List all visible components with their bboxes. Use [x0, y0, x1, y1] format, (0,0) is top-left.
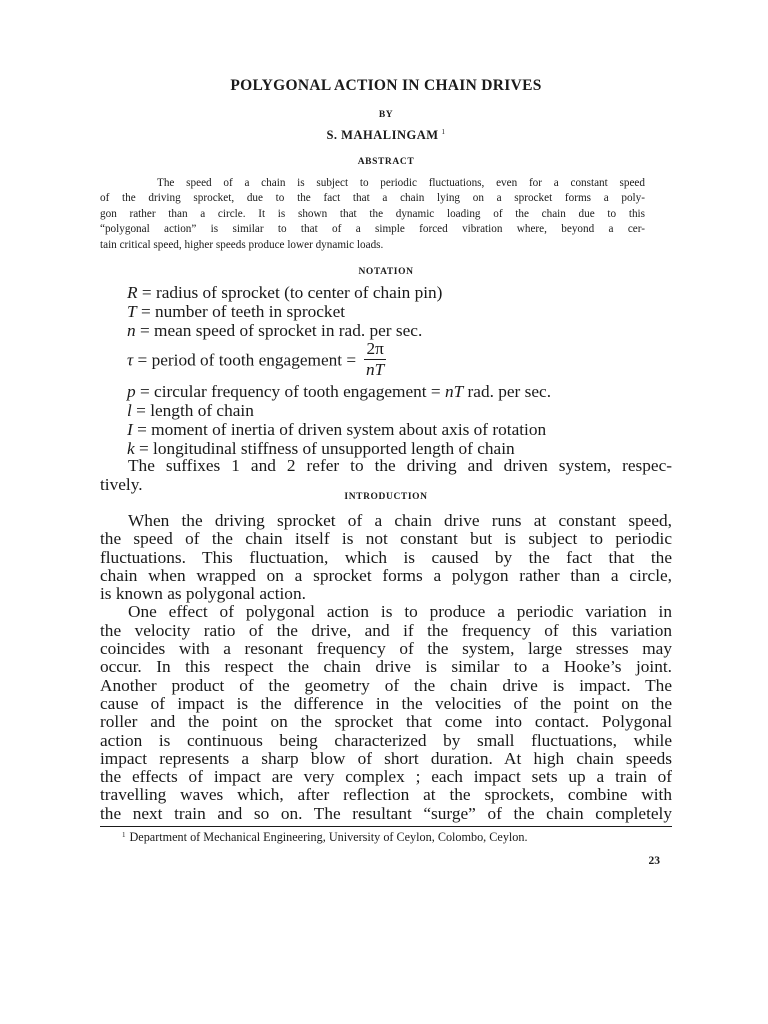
abstract-line: The speed of a chain is subject to periodic fluctuations, even for a constant speed: [157, 177, 645, 189]
abstract-line: “polygonal action” is similar to that of a simple forced vibration where, beyond a cer-: [100, 223, 645, 236]
suffix-paragraph: [100, 456, 672, 494]
paragraph-line: travelling waves which, after reflection at the sprockets, combine with: [100, 785, 672, 805]
notation-row: [127, 284, 672, 303]
paragraph-line: cause of impact is the difference in the velocities of the point on the: [100, 693, 672, 713]
paragraph-line: coincides with a resonant frequency of the system, large stresses may: [100, 639, 672, 659]
footnote: [122, 828, 672, 845]
author-footnote-marker: 1: [441, 128, 446, 136]
paragraph-line: the speed of the chain itself is not constant but is subject to periodic: [100, 529, 672, 549]
paragraph-line: is known as polygonal action.: [100, 584, 306, 604]
notation-symbol: l: [127, 401, 132, 421]
paragraph-line: roller and the point on the sprocket that come into contact. Polygonal: [100, 712, 672, 732]
notation-symbol: p: [127, 382, 136, 402]
notation-symbol: nT: [444, 382, 464, 402]
notation-definition: = number of teeth in sprocket: [136, 301, 346, 321]
notation-symbol: I: [127, 419, 133, 439]
notation-definition: = radius of sprocket (to center of chain pin): [137, 283, 443, 302]
notation-row: [127, 339, 672, 381]
notation-row: [127, 322, 672, 341]
page-number: 23: [648, 855, 660, 867]
paragraph-line: the next train and so on. The resultant “surge” of the chain completely: [100, 803, 672, 823]
author-name-text: S. MAHALINGAM: [326, 128, 439, 142]
notation-row: [127, 402, 672, 421]
notation-symbol: T: [127, 301, 137, 321]
notation-heading: NOTATION: [358, 267, 414, 277]
paragraph-line: occur. In this respect the chain drive is similar to a Hooke’s joint.: [100, 657, 672, 677]
notation-definition: = period of tooth engagement =: [133, 350, 361, 370]
footnote-text: Department of Mechanical Engineering, University of Ceylon, Colombo, Ceylon.: [129, 830, 528, 844]
fraction-numerator: 2π: [366, 339, 384, 359]
abstract-line: of the driving sprocket, due to the fact that a chain lying on a sprocket forms a poly-: [100, 192, 645, 205]
paper-title: POLYGONAL ACTION IN CHAIN DRIVES: [230, 77, 542, 94]
fraction-denominator: nT: [366, 360, 385, 380]
paragraph-line: the velocity ratio of the drive, and if the frequency of this variation: [100, 620, 672, 640]
notation-definition: rad. per sec.: [463, 382, 552, 402]
by-line: BY: [378, 110, 394, 120]
paragraph-line: When the driving sprocket of a chain drive runs at constant speed,: [128, 511, 672, 530]
notation-row: [127, 421, 672, 440]
notation-symbol: n: [127, 320, 136, 340]
author-name: [100, 128, 672, 143]
notation-symbol: R: [127, 283, 138, 302]
paragraph-line: impact represents a sharp blow of short duration. At high chain speeds: [100, 748, 672, 768]
introduction-body: [100, 512, 672, 823]
notation-definition: = moment of inertia of driven system about axis of rotation: [132, 419, 547, 439]
paragraph-line: Another product of the geometry of the chain drive is impact. The: [100, 675, 672, 695]
fraction: [364, 340, 385, 379]
notation-definition: = length of chain: [131, 401, 254, 421]
notation-list: [127, 284, 672, 459]
footnote-rule: [100, 826, 672, 827]
notation-row: [127, 303, 672, 322]
introduction-heading: INTRODUCTION: [344, 492, 428, 502]
abstract-body: [100, 176, 645, 253]
paragraph-line: One effect of polygonal action is to produce a periodic variation in: [128, 602, 672, 622]
notation-symbol: τ: [127, 350, 134, 370]
notation-symbol: k: [127, 438, 135, 458]
abstract-line: gon rather than a circle. It is shown that the dynamic loading of the chain due to this: [100, 207, 645, 220]
footnote-marker: 1: [122, 831, 126, 839]
notation-definition: = circular frequency of tooth engagement =: [135, 382, 445, 402]
paragraph-line: the effects of impact are very complex ; each impact sets up a train of: [100, 767, 672, 787]
paragraph-line: The suffixes 1 and 2 refer to the driving and driven system, respec-: [128, 456, 672, 475]
abstract-line: tain critical speed, higher speeds produce lower dynamic loads.: [100, 238, 384, 251]
notation-definition: = longitudinal stiffness of unsupported length of chain: [134, 438, 515, 458]
paragraph-line: fluctuations. This fluctuation, which is caused by the fact that the: [100, 547, 672, 567]
paragraph-line: tively.: [100, 475, 143, 494]
paragraph-line: action is continuous being characterized by small fluctuations, while: [100, 730, 672, 750]
notation-row: [127, 383, 672, 402]
abstract-heading: ABSTRACT: [357, 157, 415, 167]
notation-definition: = mean speed of sprocket in rad. per sec.: [135, 320, 423, 340]
paragraph-line: chain when wrapped on a sprocket forms a polygon rather than a circle,: [100, 565, 672, 585]
